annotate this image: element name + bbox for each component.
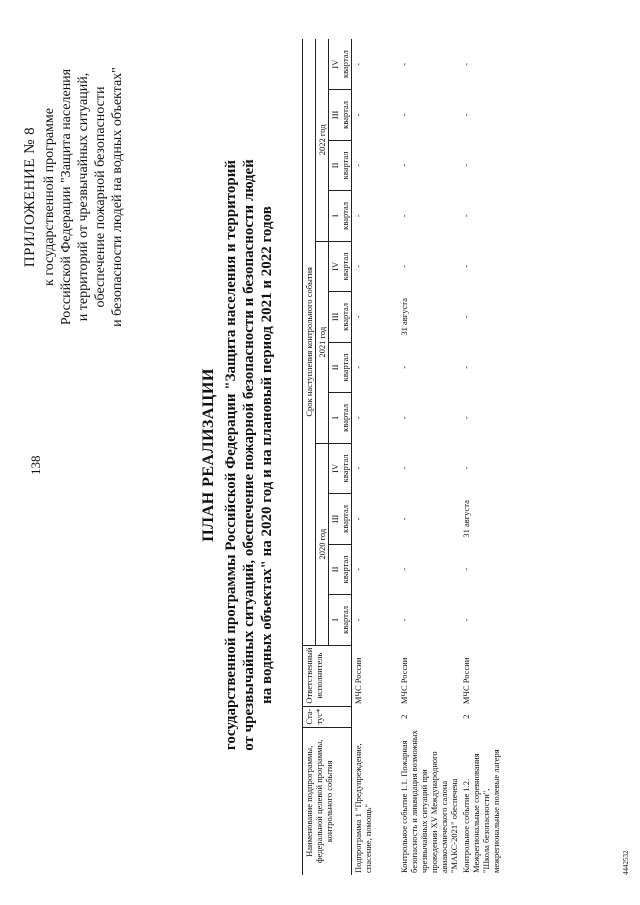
footer-code: 4442532 bbox=[622, 850, 630, 875]
deadline-cell: - bbox=[353, 618, 363, 622]
deadline-cell: - bbox=[460, 264, 471, 268]
appendix-line: и территорий от чрезвычайных ситуаций, bbox=[76, 72, 91, 322]
quarter-header bbox=[329, 595, 352, 646]
plan-title bbox=[200, 75, 276, 835]
quarter-word: квартал bbox=[340, 454, 350, 483]
quarter-word: квартал bbox=[340, 151, 350, 180]
table-row bbox=[460, 39, 506, 875]
quarter-word: квартал bbox=[340, 605, 350, 634]
deadline-cell: - bbox=[398, 567, 409, 571]
appendix-line: к государственной программе bbox=[42, 108, 57, 286]
quarter-header bbox=[329, 90, 352, 141]
quarter-header bbox=[329, 241, 352, 292]
quarter-word: квартал bbox=[340, 252, 350, 281]
quarter-numeral: III bbox=[330, 110, 340, 120]
header-status: Ста-тус* bbox=[303, 706, 352, 727]
deadline-cell: 31 августа bbox=[398, 298, 409, 336]
deadline-cell: - bbox=[460, 618, 471, 622]
deadline-cell: - bbox=[353, 214, 363, 218]
row-name: Контрольное событие 1.1. Пожарная безопасность и ликвидация возможных чрезвычайных ситуаций при проведении XV Международного авиакосмического салона "МАКС-2021" обеспечена bbox=[398, 730, 459, 873]
deadline-cell: - bbox=[460, 113, 471, 117]
quarter-word: квартал bbox=[340, 302, 350, 331]
deadline-cell: - bbox=[460, 567, 471, 571]
deadline-cell: - bbox=[353, 365, 363, 369]
deadline-cell: - bbox=[353, 62, 363, 66]
quarter-header bbox=[329, 140, 352, 191]
appendix-block bbox=[22, 32, 126, 362]
quarter-numeral: I bbox=[330, 416, 340, 420]
quarter-word: квартал bbox=[340, 50, 350, 78]
deadline-cell: - bbox=[353, 264, 363, 268]
quarter-numeral: IV bbox=[330, 59, 340, 69]
deadline-cell: - bbox=[353, 113, 363, 117]
quarter-word: квартал bbox=[340, 403, 350, 432]
plan-line: государственной программы Российской Федерации "Защита населения и территорий bbox=[223, 159, 239, 751]
quarter-header bbox=[329, 191, 352, 242]
deadline-cell: - bbox=[460, 466, 471, 470]
quarter-header bbox=[329, 342, 352, 393]
deadline-cell: - bbox=[398, 416, 409, 420]
deadline-cell: - bbox=[460, 214, 471, 218]
quarter-numeral: III bbox=[330, 514, 340, 524]
deadline-cell: - bbox=[398, 264, 409, 268]
deadline-cell: - bbox=[398, 365, 409, 369]
quarter-word: квартал bbox=[340, 201, 350, 230]
row-name: Подпрограмма 1 "Предупреждение, спасение, помощь" bbox=[353, 743, 373, 873]
quarter-numeral: I bbox=[330, 214, 340, 218]
header-responsible: Ответственный исполнитель bbox=[303, 645, 352, 706]
quarter-header bbox=[329, 494, 352, 545]
header-year-2022: 2022 год bbox=[316, 39, 329, 241]
row-status bbox=[352, 706, 398, 727]
deadline-cell: - bbox=[460, 163, 471, 167]
deadline-cell: - bbox=[353, 466, 363, 470]
plan-line: от чрезвычайных ситуаций, обеспечение пожарной безопасности и безопасности людей bbox=[241, 159, 257, 751]
quarter-numeral: IV bbox=[330, 463, 340, 473]
row-status: 2 bbox=[398, 714, 409, 719]
quarter-numeral: II bbox=[330, 364, 340, 371]
header-year-2021: 2021 год bbox=[316, 241, 329, 443]
quarter-word: квартал bbox=[340, 504, 350, 533]
deadline-cell: - bbox=[398, 163, 409, 167]
quarter-header bbox=[329, 292, 352, 343]
row-status: 2 bbox=[460, 714, 471, 719]
quarter-header bbox=[329, 544, 352, 595]
header-deadline: Срок наступления контрольного события bbox=[303, 39, 316, 645]
deadline-cell: - bbox=[460, 315, 471, 319]
deadline-cell: - bbox=[460, 365, 471, 369]
appendix-line: обеспечение пожарной безопасности bbox=[93, 86, 108, 308]
deadline-cell: - bbox=[353, 163, 363, 167]
header-name: Наименование подпрограммы, федеральной целевой программы, контрольного события bbox=[303, 727, 352, 875]
quarter-numeral: II bbox=[330, 162, 340, 169]
deadline-cell: - bbox=[353, 517, 363, 521]
quarter-word: квартал bbox=[340, 555, 350, 584]
deadline-cell: - bbox=[353, 567, 363, 571]
quarter-word: квартал bbox=[340, 100, 350, 129]
deadline-cell: - bbox=[398, 466, 409, 470]
quarter-numeral: IV bbox=[330, 261, 340, 271]
table-row bbox=[398, 39, 460, 875]
plan-heading: ПЛАН РЕАЛИЗАЦИИ bbox=[200, 368, 217, 542]
deadline-cell: - bbox=[398, 517, 409, 521]
deadline-cell: - bbox=[398, 214, 409, 218]
table-body bbox=[352, 39, 506, 875]
deadline-cell: - bbox=[398, 62, 409, 66]
deadline-cell: - bbox=[353, 416, 363, 420]
appendix-line: Российской Федерации "Защита населения bbox=[59, 68, 74, 326]
implementation-plan-table bbox=[302, 39, 506, 875]
deadline-cell: - bbox=[460, 62, 471, 66]
quarter-numeral: II bbox=[330, 566, 340, 573]
quarter-word: квартал bbox=[340, 353, 350, 382]
header-year-2020: 2020 год bbox=[316, 443, 329, 645]
appendix-title: ПРИЛОЖЕНИЕ № 8 bbox=[22, 126, 38, 268]
table-row bbox=[352, 39, 398, 875]
row-responsible: МЧС России bbox=[353, 657, 363, 705]
row-name: Контрольное событие 1.2. Межрегиональные соревнования "Школа безопасности", межрегиональные полевые лагеря bbox=[460, 749, 501, 873]
quarter-header bbox=[329, 393, 352, 444]
plan-line: на водных объектах" на 2020 год и на плановый период 2021 и 2022 годов bbox=[259, 206, 275, 704]
quarter-header bbox=[329, 39, 352, 90]
row-responsible: МЧС России bbox=[398, 657, 409, 705]
deadline-cell: - bbox=[398, 113, 409, 117]
quarter-numeral: I bbox=[330, 618, 340, 622]
deadline-cell: - bbox=[353, 315, 363, 319]
appendix-line: и безопасности людей на водных объектах" bbox=[110, 67, 125, 327]
row-responsible: МЧС России bbox=[460, 657, 471, 705]
deadline-cell: 31 августа bbox=[460, 500, 471, 538]
quarter-numeral: III bbox=[330, 312, 340, 322]
deadline-cell: - bbox=[398, 618, 409, 622]
deadline-cell: - bbox=[460, 416, 471, 420]
quarter-header bbox=[329, 443, 352, 494]
page-number: 138 bbox=[28, 455, 43, 475]
